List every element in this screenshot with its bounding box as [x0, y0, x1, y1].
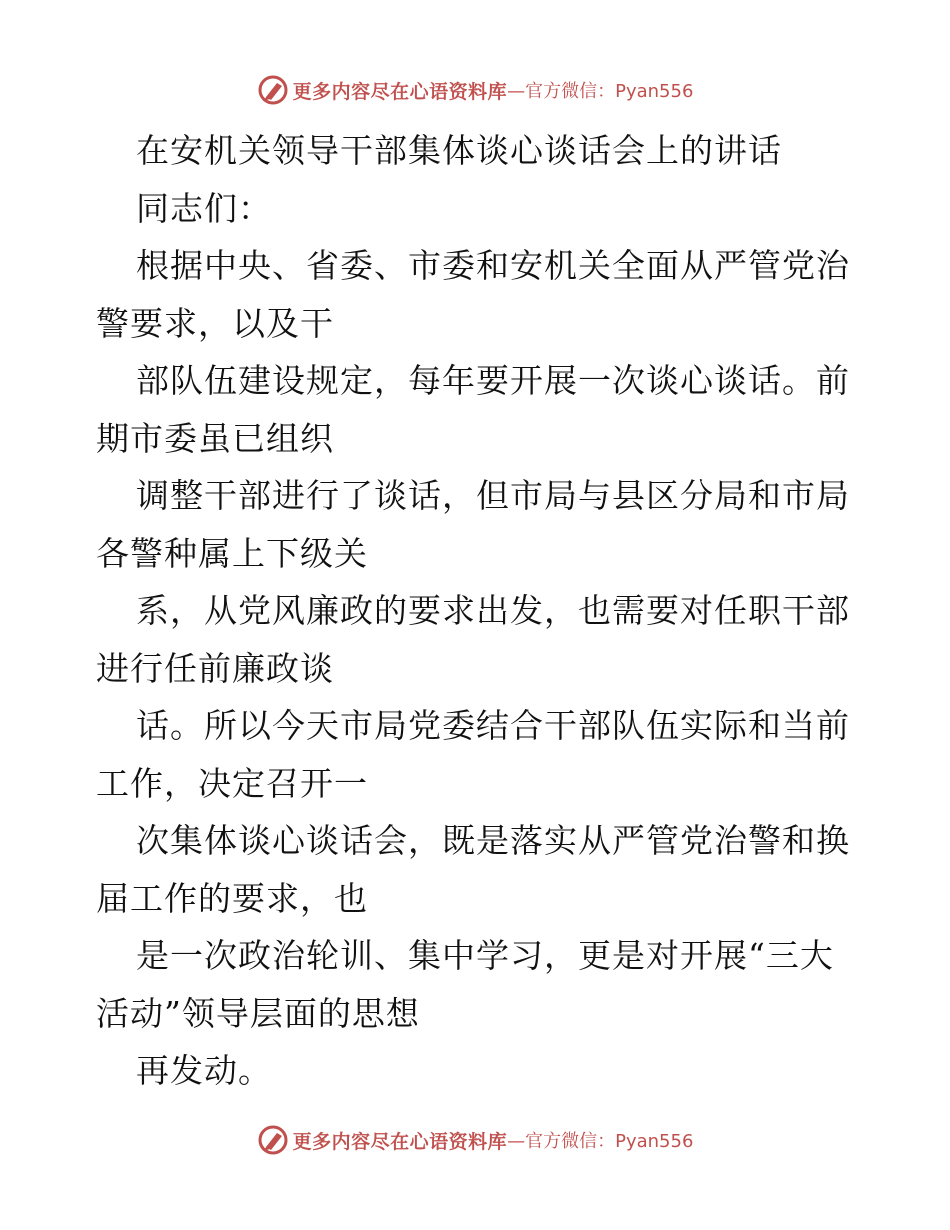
- banner-wechat: —官方微信：Pyan556: [507, 81, 694, 102]
- pen-nib-logo-icon: [257, 74, 289, 106]
- text-line: 活动”领导层面的思想: [96, 993, 420, 1033]
- text-line: 系，从党风廉政的要求出发，也需要对任职干部: [136, 591, 850, 630]
- text-line: 是一次政治轮训、集中学习，更是对开展“三大: [136, 936, 834, 975]
- document-body: [96, 122, 852, 1100]
- text-line: 进行任前廉政谈: [96, 648, 334, 688]
- text-line: 话。所以今天市局党委结合干部队伍实际和当前: [136, 706, 850, 745]
- text-line: 工作，决定召开一: [96, 763, 368, 803]
- text-line: 各警种属上下级关: [96, 533, 368, 573]
- text-line: 期市委虽已组织: [96, 418, 334, 458]
- text-line: 同志们：: [136, 188, 272, 228]
- header-banner: [0, 70, 950, 110]
- banner-title: 更多内容尽在心语资料库: [292, 80, 508, 103]
- text-line: 次集体谈心谈话会，既是落实从严管党治警和换: [136, 821, 850, 860]
- footer-banner: [0, 1120, 950, 1160]
- text-line: 警要求，以及干: [96, 303, 334, 343]
- text-line: 届工作的要求，也: [96, 878, 368, 918]
- pen-nib-logo-icon: [257, 1124, 289, 1156]
- text-line: 调整干部进行了谈话，但市局与县区分局和市局: [136, 476, 850, 515]
- text-line: 根据中央、省委、市委和安机关全面从严管党治: [136, 246, 850, 285]
- banner-title: 更多内容尽在心语资料库: [292, 1130, 508, 1153]
- document-title: 在安机关领导干部集体谈心谈话会上的讲话: [136, 131, 782, 170]
- banner-wechat: —官方微信：Pyan556: [507, 1131, 694, 1152]
- text-line: 部队伍建设规定，每年要开展一次谈心谈话。前: [136, 361, 850, 400]
- text-line: 再发动。: [136, 1051, 272, 1090]
